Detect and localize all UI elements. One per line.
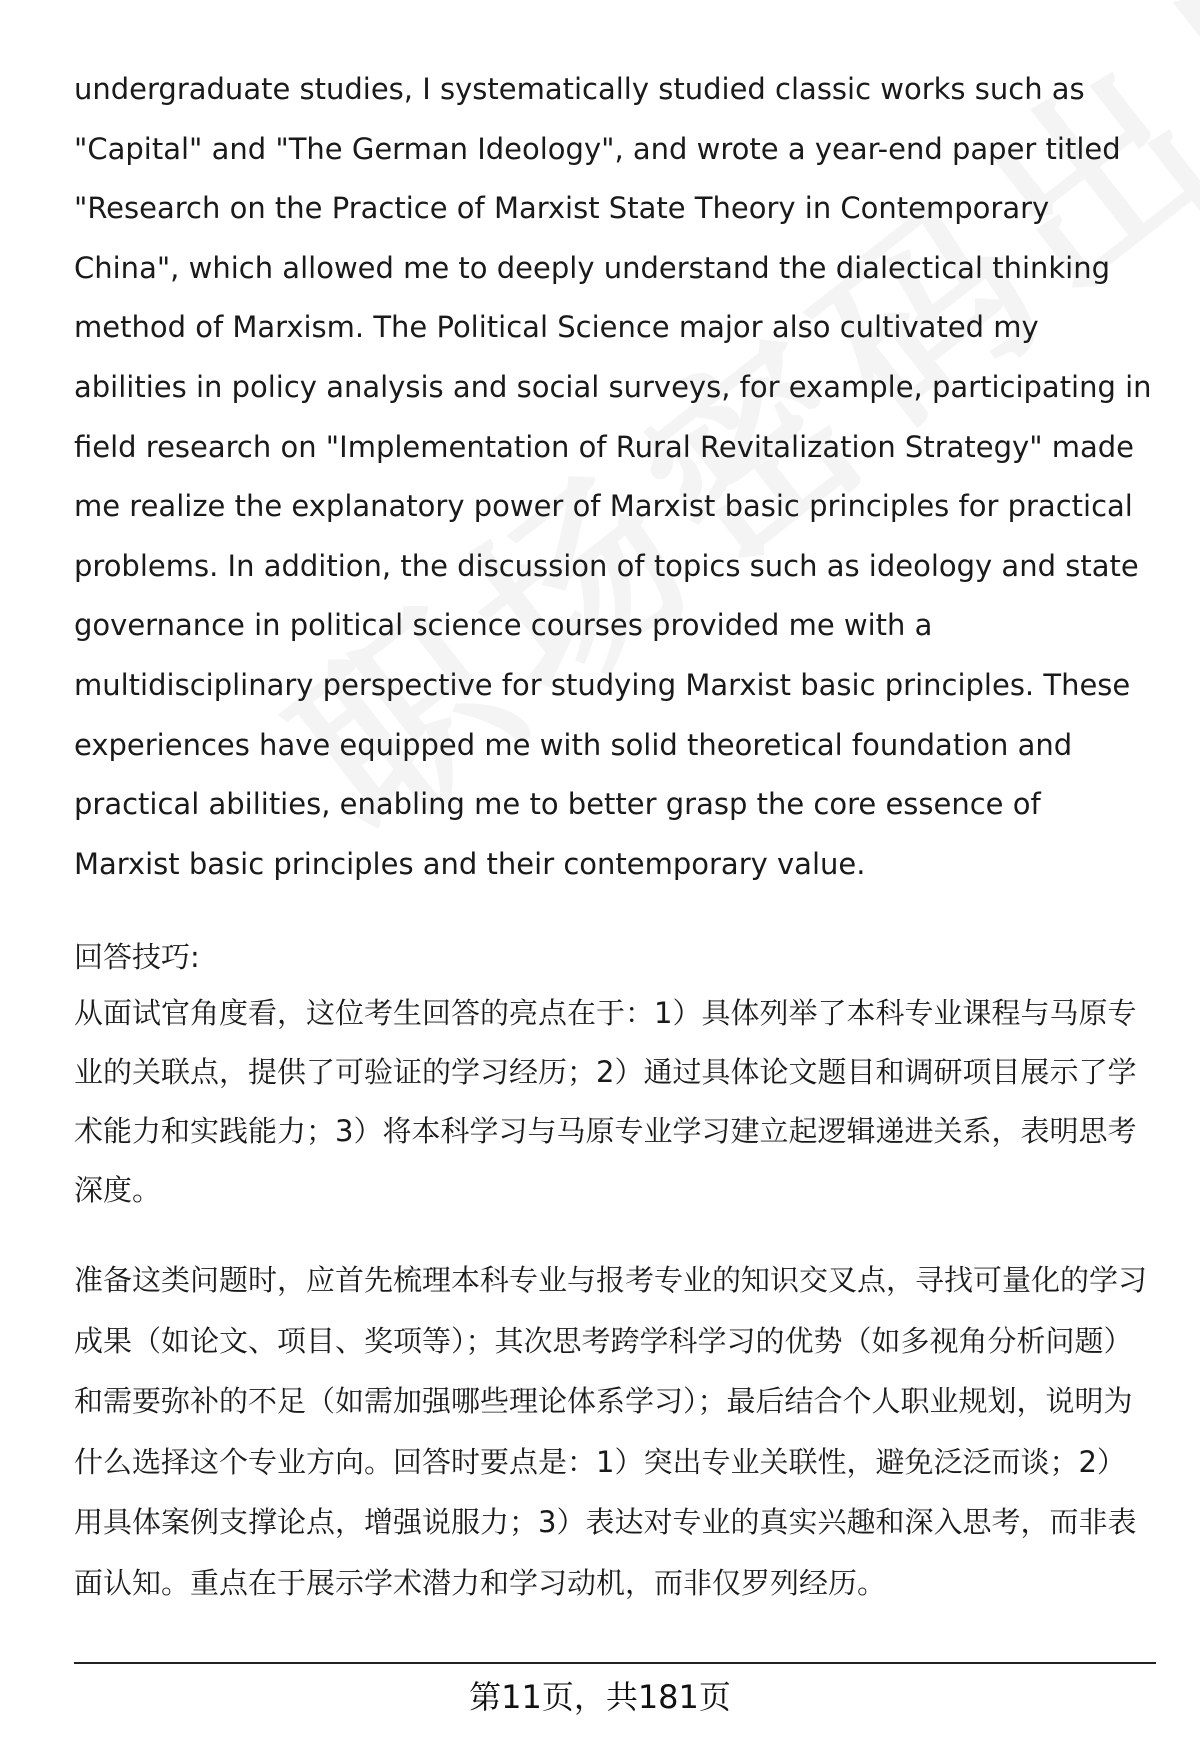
footer-divider xyxy=(74,1662,1156,1664)
answer-paragraph: undergraduate studies, I systematically studied classic works such as "Capital" and "The German Ideology", and wrote a year-end paper titled "Research on the Practice of Marxist State Theory in Contemporary China", which allowed me to deeply understand the dialectical thinking method of Marxism. The Political Science major also cultivated my abilities in policy analysis and social surveys, for example, participating in field research on "Implementation of Rural Revitalization Strategy" made me realize the explanatory power of Marxist basic principles for practical problems. In addition, the discussion of topics such as ideology and state governance in political science courses provided me with a multidisciplinary perspective for studying Marxist basic principles. These experiences have equipped me with solid theoretical foundation and practical abilities, enabling me to better grasp the core essence of Marxist basic principles and their contemporary value. xyxy=(74,72,1152,881)
page-number: 第11页，共181页 xyxy=(469,1678,731,1716)
tips-paragraph-2: 准备这类问题时，应首先梳理本科专业与报考专业的知识交叉点，寻找可量化的学习成果（如论文、项目、奖项等）；其次思考跨学科学习的优势（如多视角分析问题）和需要弥补的不足（如需加强哪些理论体系学习）；最后结合个人职业规划，说明为什么选择这个专业方向。回答时要点是：1）突出专业关联性，避免泛泛而谈；2）用具体案例支撑论点，增强说服力；3）表达对专业的真实兴趣和深入思考，而非表面认知。重点在于展示学术潜力和学习动机，而非仅罗列经历。 xyxy=(74,1263,1148,1600)
tips-heading: 回答技巧: xyxy=(74,940,200,974)
tips-paragraph-1: 从面试官角度看，这位考生回答的亮点在于：1）具体列举了本科专业课程与马原专业的关联点，提供了可验证的学习经历；2）通过具体论文题目和调研项目展示了学术能力和实践能力；3）将本科学习与马原专业学习建立起逻辑递进关系，表明思考深度。 xyxy=(74,996,1137,1207)
